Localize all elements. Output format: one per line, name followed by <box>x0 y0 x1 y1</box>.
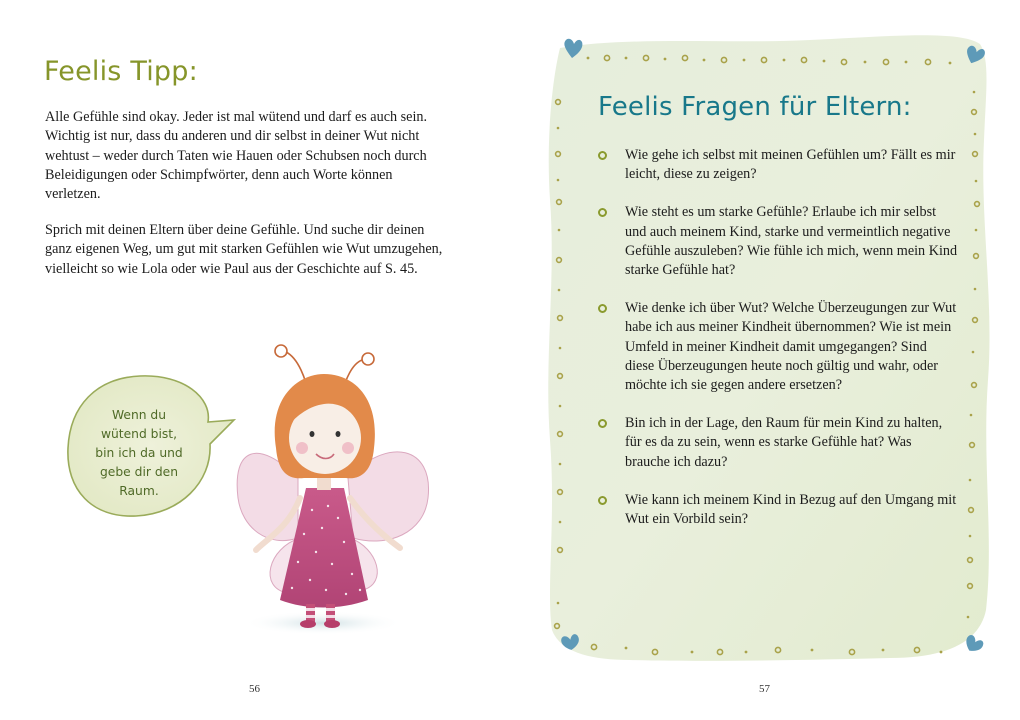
fairy-illustration <box>228 338 438 638</box>
tipp-paragraph-2: Sprich mit deinen Eltern über deine Gefühle. Und suche dir deinen ganz eigenen Weg, um gut mit starken Gefühlen wie Wut umzugehen, vielleicht so wie Lola oder wie Paul aus der Geschichte auf S. 45. <box>45 222 443 277</box>
question-text: Wie steht es um starke Gefühle? Erlaube ich mir selbst und auch meinem Kind, starke und vermeintlich negative Gefühle auszuleben? Wie fühle ich mich, wenn mein Kind starke Gefühle hat? <box>625 204 958 279</box>
fairy-girl-icon <box>228 338 438 638</box>
speech-bubble-text <box>76 406 202 501</box>
bubble-line: gebe dir den <box>99 465 178 479</box>
question-text: Wie kann ich meinem Kind in Bezug auf den Umgang mit Wut ein Vorbild sein? <box>625 491 957 528</box>
circle-bullet-icon <box>598 419 607 428</box>
question-text: Bin ich in der Lage, den Raum für mein Kind zu halten, für es da zu sein, wenn es starke Gefühle hat? Was brauche ich dazu? <box>625 415 943 470</box>
bubble-line: wütend bist, <box>100 427 178 441</box>
page-number-left: 56 <box>249 683 260 695</box>
circle-bullet-icon <box>598 151 607 160</box>
circle-bullet-icon <box>598 304 607 313</box>
question-text: Wie gehe ich selbst mit meinen Gefühlen um? Fällt es mir leicht, diese zu zeigen? <box>625 147 956 183</box>
page-number-right: 57 <box>759 683 770 695</box>
right-page <box>510 0 1020 720</box>
circle-bullet-icon <box>598 496 607 505</box>
bubble-line: bin ich da und <box>95 446 183 460</box>
question-item <box>598 203 958 280</box>
bubble-line: Wenn du <box>111 408 167 422</box>
question-item <box>598 491 958 529</box>
question-item <box>598 146 958 184</box>
fragen-title: Feelis Fragen für Eltern: <box>598 92 912 122</box>
question-item <box>598 414 958 472</box>
circle-bullet-icon <box>598 208 607 217</box>
speech-bubble <box>62 372 238 522</box>
question-item <box>598 299 958 395</box>
bubble-line: Raum. <box>119 484 159 498</box>
questions-list <box>598 146 958 529</box>
question-text: Wie denke ich über Wut? Welche Überzeugungen zur Wut habe ich aus meiner Kindheit übernommen? Wie ist mein Umfeld in meiner Kindheit damit umgegangen? Sind diese Überzeugungen heute noch gültig und wahr, oder möchte ich sie gegen andere ersetzen? <box>625 300 957 394</box>
tipp-paragraph-1: Alle Gefühle sind okay. Jeder ist mal wütend und darf es auch sein. Wichtig ist nur, dass du anderen und dir selbst in deiner Wut nicht wehtust – weder durch Taten wie Hauen oder Schubsen noch durch Beleidigungen oder Schimpfwörter, denn auch Worte können verletzen. <box>45 109 428 203</box>
tipp-title: Feelis Tipp: <box>44 56 198 87</box>
